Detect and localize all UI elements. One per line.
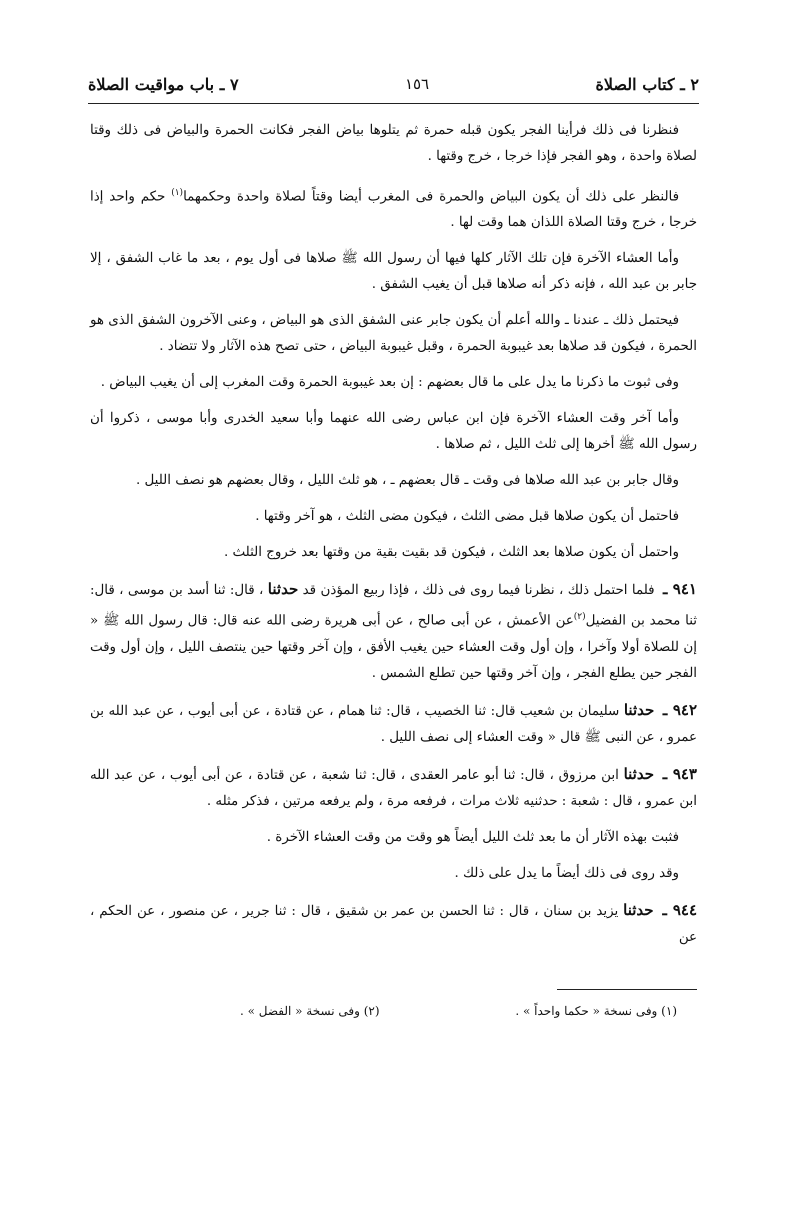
paragraph-10: فثبت بهذه الآثار أن ما بعد ثلث الليل أيضاً هو وقت من وقت العشاء الآخرة .: [266, 829, 679, 845]
hadith-number: ٩٤١ ـ: [663, 580, 697, 599]
hadith-943: ٩٤٣ ـ حدثنا ابن مرزوق ، قال: ثنا أبو عامر العقدى ، قال: ثنا شعبة ، عن قتادة ، عن أبى أيوب ، عن عبد الله ابن عمرو ، قال : شعبة : حدثنيه ثلاث مرات ، فرفعه مرة ، ولم يرفعه مرتين ، فذكر مثله .: [90, 764, 697, 809]
hadith-number: ٩٤٣ ـ: [662, 764, 697, 783]
page-number: ١٥٦: [404, 75, 430, 93]
paragraph-8: فاحتمل أن يكون صلاها قبل مضى الثلث ، فيكون مضى الثلث ، هو آخر وقتها .: [255, 509, 679, 525]
hadith-keyword: حدثنا: [267, 580, 299, 599]
footnotes: [240, 1004, 677, 1018]
hadith-942: ٩٤٢ ـ حدثنا سليمان بن شعيب قال: ثنا الخصيب ، قال: ثنا همام ، عن قتادة ، عن أبى أيوب ، عن عبد الله بن عمرو ، عن النبى ﷺ قال « وقت العشاء إلى نصف الليل .: [90, 700, 697, 745]
paragraph-9: واحتمل أن يكون صلاها بعد الثلث ، فيكون قد بقيت بقية من وقتها بعد خروج الثلث .: [223, 545, 679, 561]
hadith-944: ٩٤٤ ـ حدثنا يزيد بن سنان ، قال : ثنا الحسن بن عمر بن شقيق ، قال : ثنا جرير ، عن منصور ، عن الحكم ، عن: [90, 900, 698, 945]
footnote-ref-2: (٢): [573, 612, 586, 623]
paragraph-3: وأما العشاء الآخرة فإن تلك الآثار كلها فيها أن رسول الله ﷺ صلاها فى أول يوم ، بعد ما غاب الشفق ، إلا جابر بن عبد الله ، فإنه ذكر أنه صلاها قبل أن يغيب الشفق .: [90, 251, 697, 293]
hadith-number: ٩٤٢ ـ: [662, 700, 697, 719]
paragraph-7: وقال جابر بن عبد الله صلاها فى وقت ـ قال بعضهم ـ ، هو ثلث الليل ، وقال بعضهم هو نصف الليل .: [136, 473, 679, 489]
paragraph-6: وأما آخر وقت العشاء الآخرة فإن ابن عباس رضى الله عنهما وأبا سعيد الخدرى وأبا موسى ، ذكروا أن رسول الله ﷺ أخرها إلى ثلث الليل ، ثم صلاها .: [90, 411, 697, 453]
footnote-2: (٢) وفى نسخة « الفضل » .: [240, 1004, 380, 1018]
hadith-number: ٩٤٤ ـ: [662, 900, 698, 919]
footnote-ref-1: (١): [171, 188, 184, 198]
hadith-941: ٩٤١ ـ فلما احتمل ذلك ، نظرنا فيما روى فى ذلك ، فإذا ربيع المؤذن قد حدثنا ، قال: ثنا أسد بن موسى ، قال: ثنا محمد بن الفضيل$^{(٢)}$عن الأعمش ، عن أبى صالح ، عن أبى هريرة رضى الله عنه قال: قال رسول الله ﷺ « إن للصلاة أولا وآخرا ، وإن أول وقت العشاء حين يغيب الأفق ، وإن آخر وقتها حين ينتصف الليل ، وإن أول وقت الفجر حين يطلع الفجر ، وإن آخر وقتها حين تطلع الشمس .: [90, 580, 697, 681]
footnote-rule: [557, 989, 697, 990]
header-section-title: ٧ ـ باب مواقيت الصلاة: [88, 74, 239, 94]
paragraph-5: وفى ثبوت ما ذكرنا ما يدل على ما قال بعضهم : إن بعد غيبوبة الحمرة وقت المغرب إلى أن يغيب البياض .: [100, 375, 679, 391]
page-header: [88, 70, 699, 98]
paragraph-4: فيحتمل ذلك ـ عندنا ـ والله أعلم أن يكون جابر عنى الشفق الذى هو البياض ، وعنى الآخرون الشفق الذى هو الحمرة ، فيكون قد صلاها بعد غيبوبة الحمرة ، وقبل غيبوبة البياض ، حتى تصح هذه الآثار ولا تتضاد .: [90, 313, 697, 355]
paragraph-1: فنظرنا فى ذلك فرأينا الفجر يكون قبله حمرة ثم يتلوها بياض الفجر فكانت الحمرة والبياض فى ذلك وقتا لصلاة واحدة ، وهو الفجر فإذا خرجا ، خرج وقتها .: [90, 123, 697, 164]
hadith-keyword: حدثنا: [623, 900, 654, 919]
paragraph-11: وقد روى فى ذلك أيضاً ما يدل على ذلك .: [454, 865, 679, 881]
hadith-keyword: حدثنا: [623, 700, 655, 719]
header-chapter-title: ٢ ـ كتاب الصلاة: [595, 74, 699, 94]
header-rule: [88, 103, 699, 104]
page-body: [90, 118, 697, 961]
paragraph-2: فالنظر على ذلك أن يكون البياض والحمرة فى المغرب أيضا وقتاً لصلاة واحدة وحكمهما$^{(١)}$ حكم واحد إذا خرجا ، خرج وقتا الصلاة اللذان هما وقت لها .: [90, 188, 697, 231]
footnote-1: (١) وفى نسخة « حكما واحداً » .: [515, 1004, 677, 1018]
hadith-keyword: حدثنا: [623, 764, 654, 783]
